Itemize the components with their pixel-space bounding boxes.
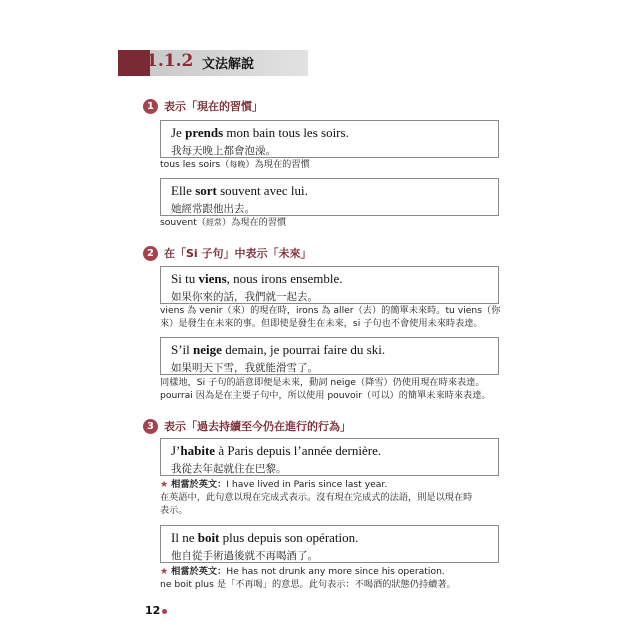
highlighted-verb: neige <box>193 342 222 357</box>
chinese-translation: 他自從手術過後就不再喝酒了。 <box>171 550 318 562</box>
explanation-note: souvent（經常）為現在的習慣 <box>160 217 287 228</box>
explanation-note: 同樣地，Si 子句的語意即便是未來，動詞 neige（降雪）仍使用現在時來表達。 <box>160 377 485 388</box>
subsection-number-badge: 1 <box>143 99 158 114</box>
french-sentence: S’il neige demain, je pourrai faire du ski. <box>171 342 386 357</box>
english-equivalent-note: ★ 相當於英文：He has not drunk any more since his operation. <box>160 566 445 577</box>
section-number: 1.1.2 <box>146 51 194 71</box>
french-sentence: Si tu viens, nous irons ensemble. <box>171 271 343 286</box>
star-icon: ★ <box>160 479 169 490</box>
explanation-note: 來）是發生在未來的事。但即使是發生在未來，si 子句也不會使用未來時表達。 <box>160 318 483 329</box>
explanation-note: 表示。 <box>160 505 188 516</box>
subsection-heading <box>143 245 312 261</box>
explanation-note: ne boit plus 是「不再喝」的意思。此句表示：不喝酒的狀態仍持續著。 <box>160 579 456 590</box>
subsection-title: 表示「過去持續至今仍在進行的行為」 <box>164 420 351 433</box>
french-sentence: Il ne boit plus depuis son opération. <box>171 530 359 545</box>
subsection-title: 表示「現在的習慣」 <box>164 100 263 113</box>
chinese-translation: 如果你來的話，我們就一起去。 <box>171 291 318 303</box>
page-dot-icon <box>162 609 167 614</box>
subsection-title: 在「Si 子句」中表示「未來」 <box>164 247 312 260</box>
section-title: 文法解說 <box>202 57 255 72</box>
highlighted-verb: boit <box>197 530 220 545</box>
french-sentence: Elle sort souvent avec lui. <box>171 183 308 198</box>
example-box <box>160 178 499 216</box>
subsection-number-badge: 3 <box>143 419 158 434</box>
subsection-heading <box>143 98 263 114</box>
page-number: 12 <box>145 604 167 617</box>
chinese-translation: 如果明天下雪，我就能滑雪了。 <box>171 362 318 374</box>
highlighted-verb: habite <box>180 443 216 458</box>
explanation-note: pourrai 因為是在主要子句中，所以使用 pouvoir（可以）的簡單未來時來表達。 <box>160 390 491 401</box>
subsection-number-badge: 2 <box>143 246 158 261</box>
highlighted-verb: viens <box>198 271 227 286</box>
french-sentence: J’habite à Paris depuis l’année dernière. <box>171 443 382 458</box>
example-box <box>160 120 499 158</box>
chinese-translation: 她經常跟他出去。 <box>171 203 255 215</box>
example-box <box>160 438 499 476</box>
example-box <box>160 525 499 563</box>
chinese-translation: 我每天晚上都會泡澡。 <box>171 145 276 157</box>
chinese-translation: 我從去年起就住在巴黎。 <box>171 463 287 475</box>
star-icon: ★ <box>160 566 169 577</box>
explanation-note: 在英語中，此句意以現在完成式表示。沒有現在完成式的法語，則是以現在時 <box>160 492 473 503</box>
highlighted-verb: sort <box>195 183 217 198</box>
section-header-bar <box>118 50 308 76</box>
example-box <box>160 266 499 304</box>
subsection-heading <box>143 418 351 434</box>
explanation-note: viens 為 venir（來）的現在時，irons 為 aller（去）的簡單未來時。tu viens（你 <box>160 305 501 316</box>
french-sentence: Je prends mon bain tous les soirs. <box>171 125 349 140</box>
highlighted-verb: prends <box>185 125 224 140</box>
example-box <box>160 337 499 375</box>
english-equivalent-note: ★ 相當於英文：I have lived in Paris since last year. <box>160 479 388 490</box>
explanation-note: tous les soirs（每晚）為現在的習慣 <box>160 159 310 170</box>
